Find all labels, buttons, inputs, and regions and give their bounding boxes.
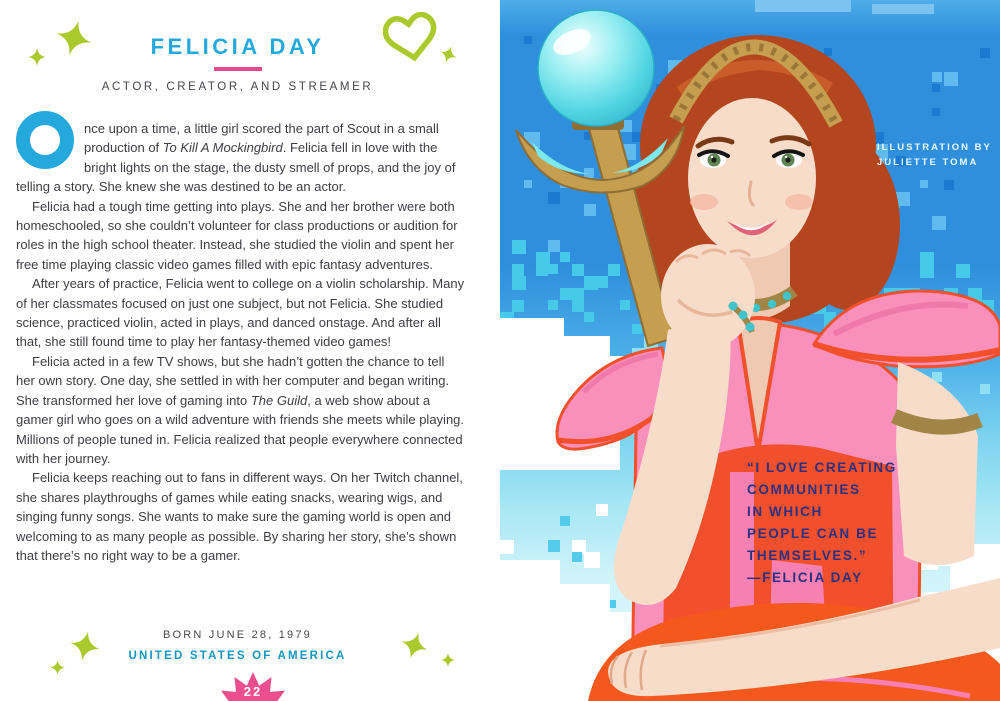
sparkle-icon	[50, 660, 65, 675]
page-subtitle: ACTOR, CREATOR, AND STREAMER	[101, 81, 374, 93]
title-underline	[214, 67, 262, 71]
quote-line: PEOPLE CAN BE	[747, 526, 879, 541]
credit-line-2: JULIETTE TOMA	[877, 157, 979, 168]
page-number-burst	[203, 664, 303, 701]
illustration-page	[500, 0, 1000, 701]
paragraph: Felicia had a tough time getting into plays. She and her brother were both homeschooled, so she couldn’t volunteer for class productions or audition for roles in the high school theater. Instead, she studied the violin and spent her free time playing classic video games filled with epic fantasy adventures.	[16, 198, 458, 272]
body-text	[16, 119, 466, 565]
page-title: FELICIA DAY	[150, 34, 325, 59]
quote	[747, 457, 947, 589]
born-country: UNITED STATES OF AMERICA	[128, 650, 347, 662]
page-number: 22	[243, 684, 263, 699]
staff-orb	[538, 10, 654, 126]
credit-line-1: ILLUSTRATION BY	[877, 142, 992, 153]
quote-line: IN WHICH	[747, 504, 823, 519]
born-date: BORN JUNE 28, 1979	[162, 629, 313, 641]
sparkle-icon	[401, 632, 428, 659]
illustration-credit	[877, 140, 992, 170]
quote-line: —FELICIA DAY	[747, 570, 863, 585]
quote-line: COMMUNITIES	[747, 482, 861, 497]
quote-line: THEMSELVES.”	[747, 548, 868, 563]
quote-line: “I LOVE CREATING	[747, 460, 897, 475]
page-header	[0, 34, 475, 93]
sparkle-icon	[441, 653, 455, 667]
face	[688, 98, 816, 258]
paragraph: Felicia acted in a few TV shows, but she hadn’t gotten the chance to tell her own story. One day, she settled in with her computer and began writing. She transformed her love of gaming into The Guild, a web show about a gamer girl who goes on a wild adventure with friends she meets while playing. Millions of people tuned in. Felicia realized that people everywhere connected with her journey.	[16, 353, 465, 466]
sparkle-icon	[70, 631, 100, 661]
paragraph: After years of practice, Felicia went to college on a violin scholarship. Many of her classmates focused on just one subject, but not Felicia. She studied science, practiced violin, acted in plays, and danced onstage. And after all that, she still found time to play her fantasy-themed video games!	[16, 276, 465, 350]
felicia-day-illustration	[500, 0, 1000, 701]
dropcap-letter	[16, 119, 84, 158]
paragraph: Felicia keeps reaching out to fans in different ways. On her Twitch channel, she shares playthroughs of games while eating snacks, wearing wigs, and singing funny songs. She wants to make sure the gaming world is open and welcoming to as many people as possible. By sharing her story, she’s shown that there’s no right way to be a gamer.	[16, 470, 463, 563]
paragraph: nce upon a time, a little girl scored the part of Scout in a small production of To Kill A Mockingbird. Felicia fell in love with the bright lights on the stage, the dusty smell of props, and the joy of telling a story. She knew she was destined to be an actor.	[16, 121, 456, 195]
